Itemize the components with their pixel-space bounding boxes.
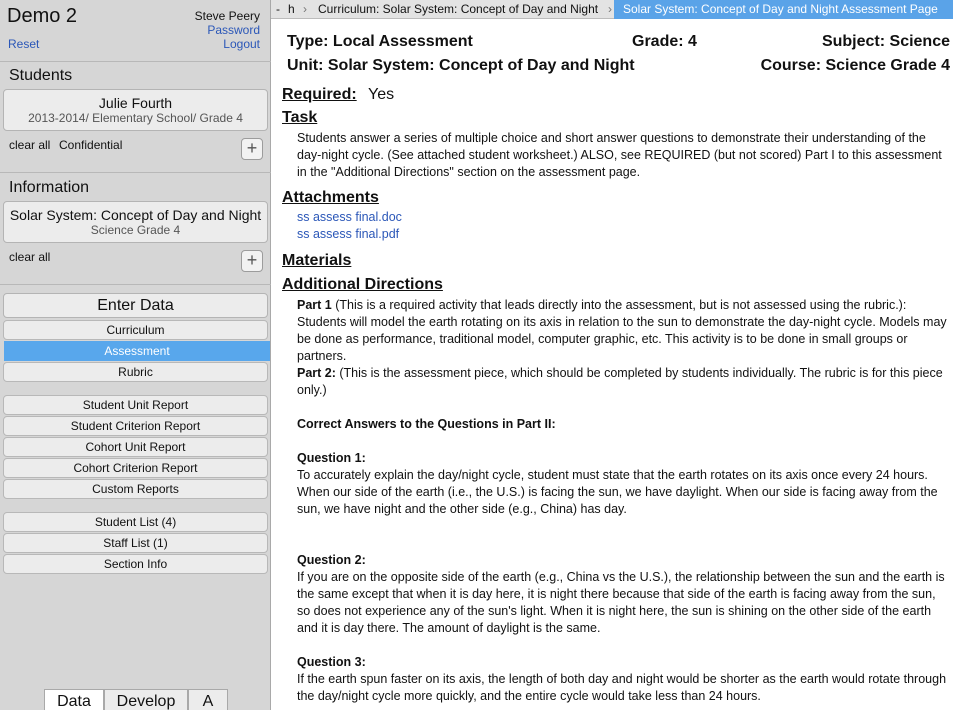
user-name: Steve Peery bbox=[194, 9, 260, 23]
divider bbox=[0, 61, 271, 62]
breadcrumb-assessment-page[interactable]: Solar System: Concept of Day and Night Assessment Page bbox=[614, 0, 953, 19]
nav-curriculum[interactable]: Curriculum bbox=[3, 320, 268, 340]
nav-student-criterion-report[interactable]: Student Criterion Report bbox=[3, 416, 268, 436]
course-label: Course: Science Grade 4 bbox=[760, 57, 950, 74]
part1-text: Part 1 (This is a required activity that leads directly into the assessment, but is not assessed using the rubric.): Students will model the earth rotating on its axis in relation to the sun to demonstrate the day-night cycle. Models may be done as performance, traditional model, computer graphic, etc. This activity is to be done in small groups or partners. bbox=[297, 298, 947, 363]
tab-a[interactable]: A bbox=[188, 689, 228, 710]
confidential-link[interactable]: Confidential bbox=[59, 138, 123, 152]
nav-staff-list[interactable]: Staff List (1) bbox=[3, 533, 268, 553]
students-heading: Students bbox=[9, 67, 73, 84]
task-text: Students answer a series of multiple choice and short answer questions to demonstrate their understanding of the day-night cycle. (See attached student worksheet.) ALSO, see REQUIRED (but not scored) Part I to this assessment in the "Additional Directions" section on the assessment page. bbox=[297, 131, 942, 179]
question1-label: Question 1: bbox=[297, 451, 366, 465]
divider bbox=[0, 172, 271, 173]
information-heading: Information bbox=[9, 179, 90, 196]
part1-label: Part 1 bbox=[297, 298, 332, 312]
required-heading: Required: bbox=[282, 86, 357, 103]
attachments-heading: Attachments bbox=[282, 189, 379, 206]
logout-link[interactable]: Logout bbox=[223, 37, 260, 51]
tab-data[interactable]: Data bbox=[44, 689, 104, 710]
nav-student-unit-report[interactable]: Student Unit Report bbox=[3, 395, 268, 415]
required-value: Yes bbox=[368, 86, 395, 103]
enter-data-button[interactable]: Enter Data bbox=[3, 293, 268, 318]
breadcrumb bbox=[271, 0, 953, 19]
subject-label: Subject: Science bbox=[821, 33, 950, 50]
nav-student-list[interactable]: Student List (4) bbox=[3, 512, 268, 532]
reset-link[interactable]: Reset bbox=[8, 37, 40, 51]
question2-label: Question 2: bbox=[297, 553, 366, 567]
nav-custom-reports[interactable]: Custom Reports bbox=[3, 479, 268, 499]
attachment-link[interactable]: ss assess final.doc bbox=[297, 210, 402, 224]
part2-text: Part 2: (This is the assessment piece, which should be completed by students individually. The rubric is for this piece only.) bbox=[297, 366, 943, 397]
part2-label: Part 2: bbox=[297, 366, 336, 380]
password-link[interactable]: Password bbox=[207, 23, 260, 37]
tab-develop[interactable]: Develop bbox=[104, 689, 188, 710]
nav-rubric[interactable]: Rubric bbox=[3, 362, 268, 382]
unit-name: Solar System: Concept of Day and Night bbox=[9, 207, 262, 223]
attachment-link[interactable]: ss assess final.pdf bbox=[297, 227, 400, 241]
information-clear-all-link[interactable]: clear all bbox=[9, 250, 51, 264]
app-title: Demo 2 bbox=[7, 5, 78, 27]
answers-heading: Correct Answers to the Questions in Part II: bbox=[297, 417, 556, 431]
grade-label: Grade: 4 bbox=[632, 33, 697, 50]
breadcrumb-curriculum[interactable]: Curriculum: Solar System: Concept of Day and Night bbox=[318, 2, 599, 16]
materials-heading: Materials bbox=[282, 252, 352, 269]
main-content bbox=[271, 0, 953, 710]
plus-icon: + bbox=[246, 250, 258, 270]
plus-icon: + bbox=[246, 138, 258, 158]
unit-label: Unit: Solar System: Concept of Day and Night bbox=[287, 57, 635, 74]
chevron-right-icon: › bbox=[608, 2, 612, 16]
task-heading: Task bbox=[282, 109, 318, 126]
breadcrumb-home[interactable]: h bbox=[288, 2, 295, 16]
chevron-right-icon: › bbox=[303, 2, 307, 16]
collapse-button[interactable]: - bbox=[276, 2, 280, 16]
students-clear-all-link[interactable]: clear all bbox=[9, 138, 51, 152]
student-card[interactable] bbox=[3, 89, 268, 131]
divider bbox=[0, 284, 271, 285]
student-name: Julie Fourth bbox=[98, 95, 173, 111]
question3-label: Question 3: bbox=[297, 655, 366, 669]
nav-cohort-unit-report[interactable]: Cohort Unit Report bbox=[3, 437, 268, 457]
add-student-button[interactable] bbox=[241, 138, 263, 160]
question3-text: If the earth spun faster on its axis, the length of both day and night would be shorter as the earth would rotate through the day/night cycle more quickly, and the entire cycle would take less than 24 hours. bbox=[297, 672, 947, 703]
course-name: Science Grade 4 bbox=[90, 223, 181, 237]
nav-assessment[interactable]: Assessment bbox=[4, 341, 270, 361]
unit-card[interactable] bbox=[3, 201, 268, 243]
type-label: Type: Local Assessment bbox=[287, 33, 473, 50]
nav-cohort-criterion-report[interactable]: Cohort Criterion Report bbox=[3, 458, 268, 478]
add-information-button[interactable] bbox=[241, 250, 263, 272]
additional-directions-heading: Additional Directions bbox=[282, 276, 443, 293]
question1-text: To accurately explain the day/night cycle, student must state that the earth rotates on its axis once every 24 hours. When our side of the earth (i.e., the U.S.) is facing the sun, we have daylight. When our side is facing away from the sun, we have night and the other side (e.g., China) has day. bbox=[297, 468, 938, 516]
student-detail: 2013-2014/ Elementary School/ Grade 4 bbox=[28, 111, 243, 125]
question2-text: If you are on the opposite side of the earth (e.g., China vs the U.S.), the relationship between the sun and the earth is the same except that when it is day here, it is night there because that side of the earth is facing away from the sun, so does not experience any of the sun's light. When it is night here, the sun is shining on the other side of the earth and it is day there. The amount of daylight is the same. bbox=[297, 570, 945, 635]
nav-section-info[interactable]: Section Info bbox=[3, 554, 268, 574]
sidebar bbox=[0, 0, 271, 710]
